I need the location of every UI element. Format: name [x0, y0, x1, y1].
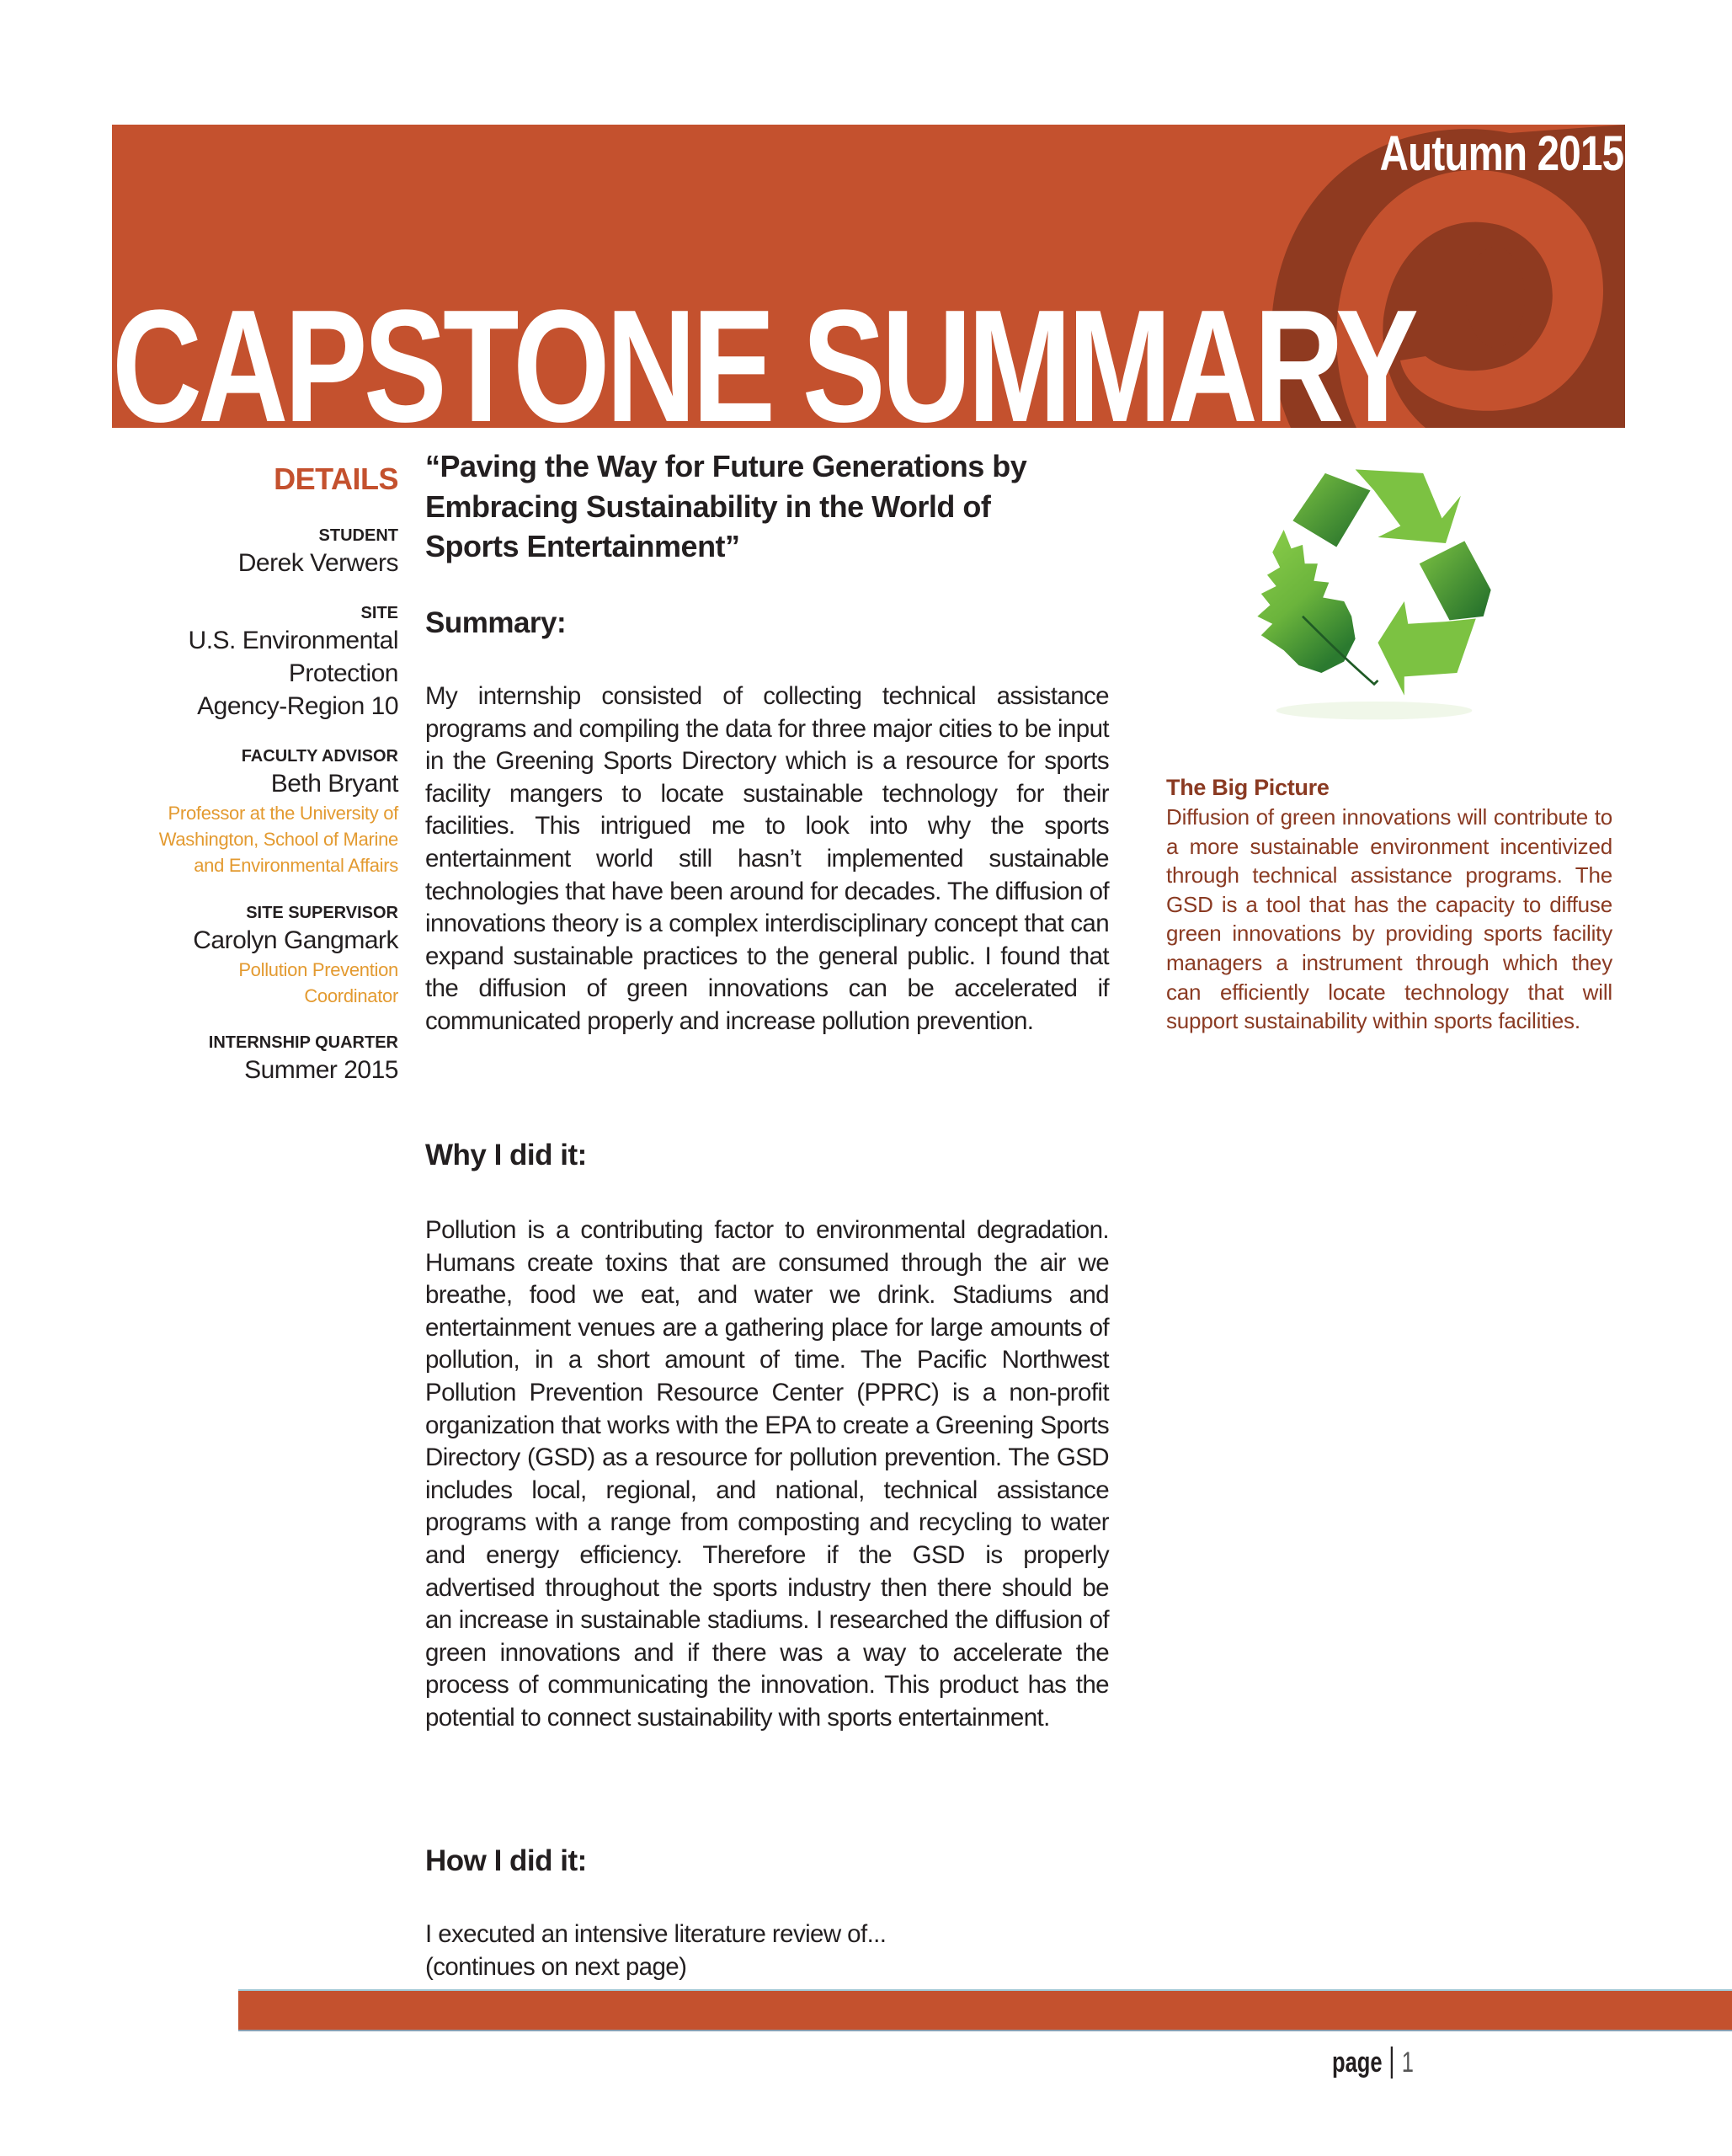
why-heading: Why I did it:	[425, 1139, 587, 1171]
big-picture-text: Diffusion of green innovations will contribute to a more sustainable environment incentivized through technical assistance programs. The GSD is a tool that has the capacity to diffuse green innovations by providing sports facility managers a instrument through which they can efficiently locate technology that will support sustainability within sports facilities.	[1166, 804, 1612, 1034]
leaf-shape	[1257, 530, 1355, 673]
page-number	[1332, 2047, 1414, 2079]
why-paragraph: Pollution is a contributing factor to environmental degradation. Humans create toxins that are consumed through the air we breathe, food we eat, and water we drink. Stadiums and entertainment venues are a gathering place for large amounts of pollution, in a short amount of time. The Pacific Northwest Pollution Prevention Resource Center (PPRC) is a non-profit organization that works with the EPA to create a Greening Sports Directory (GSD) as a resource for pollution prevention. The GSD includes local, regional, and national, technical assistance programs with a range from composting and recycling to water and energy efficiency. Therefore if the GSD is properly advertised throughout the sports industry then there should be an increase in sustainable stadiums. I researched the diffusion of green innovations and if there was a way to accelerate the process of communicating the innovation. This product has the potential to connect sustainability with sports entertainment.	[425, 1216, 1109, 1732]
detail-faculty-advisor	[112, 746, 398, 879]
page-separator	[1391, 2047, 1393, 2079]
details-heading: DETAILS	[274, 462, 398, 496]
detail-value-line: U.S. Environmental	[188, 627, 398, 654]
how-line: I executed an intensive literature review of...	[425, 1920, 887, 1948]
recycle-segment	[1292, 473, 1370, 547]
detail-note-line: Coordinator	[304, 985, 398, 1006]
detail-internship-quarter	[112, 1033, 398, 1086]
reflection	[1276, 702, 1473, 719]
detail-label: SITE SUPERVISOR	[246, 903, 398, 922]
capstone-title-line: Sports Entertainment”	[425, 529, 740, 564]
detail-value: Derek Verwers	[237, 549, 398, 577]
page-number-value: 1	[1401, 2047, 1414, 2079]
detail-student	[112, 526, 398, 579]
details-sidebar	[112, 462, 398, 1110]
summary-heading: Summary:	[425, 606, 567, 639]
detail-label: FACULTY ADVISOR	[241, 747, 398, 766]
detail-label: INTERNSHIP QUARTER	[208, 1033, 398, 1053]
main-content	[425, 446, 1109, 1981]
detail-note-line: Professor at the University of	[168, 803, 398, 824]
detail-value: Beth Bryant	[270, 770, 398, 798]
how-paragraph	[425, 1919, 1109, 1983]
detail-value: Carolyn Gangmark	[193, 926, 398, 954]
detail-note-line: and Environmental Affairs	[194, 855, 398, 877]
detail-site	[112, 603, 398, 723]
big-picture-title: The Big Picture	[1166, 775, 1330, 800]
detail-value-line: Protection	[288, 659, 398, 687]
detail-note-line: Washington, School of Marine	[158, 829, 398, 851]
big-picture-box	[1166, 773, 1612, 1036]
how-line: (continues on next page)	[425, 1952, 687, 1981]
detail-value: Summer 2015	[244, 1056, 398, 1085]
footer-bar	[238, 1989, 1732, 2031]
detail-label: STUDENT	[318, 526, 398, 545]
detail-label: SITE	[360, 604, 398, 622]
capstone-title-line: “Paving the Way for Future Generations by	[425, 449, 1027, 483]
summary-paragraph: My internship consisted of collecting technical assistance programs and compiling the data for three major cities to be input in the Greening Sports Directory which is a resource for sports facility mangers to locate sustainable technology for their facilities. This intrigued me to look into why the sports entertainment world still hasn’t implemented sustainable technologies that have been around for decades. The diffusion of innovations theory is a complex interdisciplinary concept that can expand sustainable practices to the general public. I found that the diffusion of green innovations can be accelerated if communicated properly and increase pollution prevention.	[425, 682, 1109, 1035]
issue-season: Autumn 2015	[1379, 126, 1623, 181]
recycle-leaf-icon	[1231, 451, 1517, 737]
capstone-title-line: Embracing Sustainability in the World of	[425, 488, 991, 524]
detail-note-line: Pollution Prevention	[238, 958, 398, 980]
page-title: CAPSTONE SUMMARY	[112, 277, 1415, 428]
detail-value-line: Agency-Region 10	[197, 692, 398, 720]
detail-site-supervisor	[112, 903, 398, 1009]
recycle-arrow	[1356, 469, 1461, 543]
capstone-title	[425, 446, 1109, 567]
page-label: page	[1332, 2047, 1383, 2079]
recycle-segment	[1420, 541, 1491, 620]
header-band	[112, 125, 1625, 428]
how-heading: How I did it:	[425, 1844, 587, 1877]
